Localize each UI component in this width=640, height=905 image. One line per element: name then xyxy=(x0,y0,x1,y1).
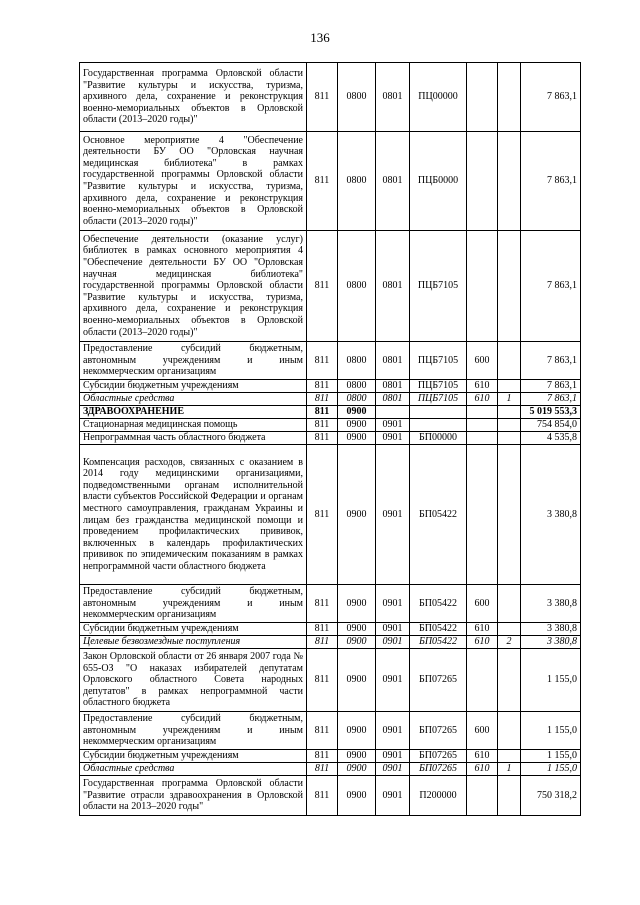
funding-source-cell xyxy=(498,406,521,419)
amount-cell: 750 318,2 xyxy=(521,776,581,816)
subsection-cell: 0901 xyxy=(376,432,410,445)
table-row xyxy=(80,380,581,393)
amount-cell: 7 863,1 xyxy=(521,231,581,342)
amount-cell: 1 155,0 xyxy=(521,712,581,750)
table-row xyxy=(80,763,581,776)
target-article-cell xyxy=(410,419,467,432)
row-name-cell: Областные средства xyxy=(80,393,307,406)
row-name-cell: Субсидии бюджетным учреждениям xyxy=(80,750,307,763)
section-cell: 0900 xyxy=(338,636,376,649)
admin-code-cell: 811 xyxy=(307,63,338,132)
amount-cell: 4 535,8 xyxy=(521,432,581,445)
expense-type-cell: 600 xyxy=(467,342,498,380)
target-article-cell: ПЦБ7105 xyxy=(410,393,467,406)
section-cell: 0800 xyxy=(338,393,376,406)
subsection-cell: 0901 xyxy=(376,763,410,776)
section-cell: 0900 xyxy=(338,649,376,712)
expense-type-cell: 610 xyxy=(467,750,498,763)
expense-type-cell xyxy=(467,432,498,445)
target-article-cell: ПЦ00000 xyxy=(410,63,467,132)
row-name-cell: Непрограммная часть областного бюджета xyxy=(80,432,307,445)
subsection-cell: 0901 xyxy=(376,585,410,623)
expense-type-cell: 610 xyxy=(467,763,498,776)
admin-code-cell: 811 xyxy=(307,585,338,623)
expense-type-cell: 610 xyxy=(467,636,498,649)
expense-type-cell: 610 xyxy=(467,380,498,393)
section-cell: 0900 xyxy=(338,585,376,623)
target-article-cell: БП07265 xyxy=(410,750,467,763)
table-row xyxy=(80,342,581,380)
admin-code-cell: 811 xyxy=(307,419,338,432)
admin-code-cell: 811 xyxy=(307,776,338,816)
expense-type-cell xyxy=(467,445,498,585)
row-name-cell: ЗДРАВООХРАНЕНИЕ xyxy=(80,406,307,419)
section-cell: 0900 xyxy=(338,750,376,763)
page-number: 136 xyxy=(310,30,330,45)
admin-code-cell: 811 xyxy=(307,636,338,649)
target-article-cell: БП07265 xyxy=(410,763,467,776)
row-name-cell: Предоставление субсидий бюджетным, автономным учреждениям и иным некоммерческим организациям xyxy=(80,342,307,380)
section-cell: 0800 xyxy=(338,231,376,342)
subsection-cell: 0801 xyxy=(376,380,410,393)
subsection-cell: 0901 xyxy=(376,623,410,636)
row-name-cell: Стационарная медицинская помощь xyxy=(80,419,307,432)
target-article-cell: ПЦБ7105 xyxy=(410,342,467,380)
subsection-cell xyxy=(376,406,410,419)
expense-type-cell xyxy=(467,231,498,342)
subsection-cell: 0801 xyxy=(376,63,410,132)
amount-cell: 3 380,8 xyxy=(521,623,581,636)
table-row xyxy=(80,636,581,649)
amount-cell: 3 380,8 xyxy=(521,585,581,623)
row-name-cell: Обеспечение деятельности (оказание услуг) библиотек в рамках основного мероприятия 4 "Обеспечение деятельности БУ ОО "Орловская научная медицинская библиотека" государственной программы Орловской области "Развитие культуры и искусства, туризма, архивного дела, сохранение и реконструкция военно-мемориальных объектов в Орловской области (2013–2020 годы)" xyxy=(80,231,307,342)
row-name-cell: Предоставление субсидий бюджетным, автономным учреждениям и иным некоммерческим организациям xyxy=(80,585,307,623)
funding-source-cell xyxy=(498,750,521,763)
target-article-cell: БП05422 xyxy=(410,585,467,623)
funding-source-cell xyxy=(498,419,521,432)
subsection-cell: 0901 xyxy=(376,419,410,432)
table-row xyxy=(80,623,581,636)
section-cell: 0900 xyxy=(338,712,376,750)
subsection-cell: 0901 xyxy=(376,649,410,712)
amount-cell: 7 863,1 xyxy=(521,132,581,231)
target-article-cell: БП05422 xyxy=(410,445,467,585)
table-row xyxy=(80,445,581,585)
target-article-cell: БП07265 xyxy=(410,649,467,712)
row-name-cell: Предоставление субсидий бюджетным, автономным учреждениям и иным некоммерческим организациям xyxy=(80,712,307,750)
target-article-cell xyxy=(410,406,467,419)
table-row xyxy=(80,406,581,419)
row-name-cell: Компенсация расходов, связанных с оказанием в 2014 году медицинскими организациями, подведомственными органам исполнительной власти субъектов Российской Федерации и органам местного самоуправления, гражданам Украины и лицам без гражданства медицинской помощи и проведением профилактических прививок, включенных в календарь профилактических прививок по эпидемическим показаниям в рамках непрограммной части областного бюджета xyxy=(80,445,307,585)
target-article-cell: БП05422 xyxy=(410,623,467,636)
amount-cell: 7 863,1 xyxy=(521,380,581,393)
expense-type-cell xyxy=(467,649,498,712)
target-article-cell: П200000 xyxy=(410,776,467,816)
expense-type-cell: 600 xyxy=(467,712,498,750)
subsection-cell: 0801 xyxy=(376,342,410,380)
amount-cell: 3 380,8 xyxy=(521,636,581,649)
subsection-cell: 0901 xyxy=(376,750,410,763)
amount-cell: 1 155,0 xyxy=(521,763,581,776)
subsection-cell: 0801 xyxy=(376,231,410,342)
row-name-cell: Субсидии бюджетным учреждениям xyxy=(80,623,307,636)
funding-source-cell xyxy=(498,380,521,393)
expense-type-cell: 610 xyxy=(467,623,498,636)
row-name-cell: Основное мероприятие 4 "Обеспечение деятельности БУ ОО "Орловская научная медицинская библиотека" в рамках государственной программы Орловской области "Развитие культуры и искусства, туризма, архивного дела, сохранение и реконструкция военно-мемориальных объектов в Орловской области (2013–2020 годы)" xyxy=(80,132,307,231)
admin-code-cell: 811 xyxy=(307,750,338,763)
subsection-cell: 0801 xyxy=(376,393,410,406)
amount-cell: 7 863,1 xyxy=(521,342,581,380)
target-article-cell: ПЦБ7105 xyxy=(410,380,467,393)
section-cell: 0800 xyxy=(338,63,376,132)
admin-code-cell: 811 xyxy=(307,763,338,776)
admin-code-cell: 811 xyxy=(307,445,338,585)
funding-source-cell xyxy=(498,342,521,380)
admin-code-cell: 811 xyxy=(307,406,338,419)
target-article-cell: ПЦБ0000 xyxy=(410,132,467,231)
row-name-cell: Областные средства xyxy=(80,763,307,776)
funding-source-cell xyxy=(498,649,521,712)
target-article-cell: ПЦБ7105 xyxy=(410,231,467,342)
section-cell: 0800 xyxy=(338,380,376,393)
funding-source-cell xyxy=(498,712,521,750)
admin-code-cell: 811 xyxy=(307,231,338,342)
subsection-cell: 0901 xyxy=(376,636,410,649)
target-article-cell: БП07265 xyxy=(410,712,467,750)
funding-source-cell xyxy=(498,231,521,342)
funding-source-cell: 1 xyxy=(498,393,521,406)
table-row xyxy=(80,132,581,231)
amount-cell: 3 380,8 xyxy=(521,445,581,585)
funding-source-cell xyxy=(498,132,521,231)
table-row xyxy=(80,231,581,342)
funding-source-cell xyxy=(498,432,521,445)
table-row xyxy=(80,393,581,406)
funding-source-cell xyxy=(498,445,521,585)
row-name-cell: Целевые безвозмездные поступления xyxy=(80,636,307,649)
section-cell: 0800 xyxy=(338,342,376,380)
amount-cell: 1 155,0 xyxy=(521,750,581,763)
funding-source-cell: 2 xyxy=(498,636,521,649)
admin-code-cell: 811 xyxy=(307,623,338,636)
amount-cell: 1 155,0 xyxy=(521,649,581,712)
admin-code-cell: 811 xyxy=(307,380,338,393)
table-row xyxy=(80,585,581,623)
funding-source-cell xyxy=(498,585,521,623)
subsection-cell: 0901 xyxy=(376,712,410,750)
expense-type-cell xyxy=(467,419,498,432)
table-row xyxy=(80,432,581,445)
funding-source-cell xyxy=(498,63,521,132)
table-row xyxy=(80,419,581,432)
table-row xyxy=(80,63,581,132)
funding-source-cell xyxy=(498,776,521,816)
table-row xyxy=(80,712,581,750)
row-name-cell: Субсидии бюджетным учреждениям xyxy=(80,380,307,393)
table-row xyxy=(80,750,581,763)
table-row xyxy=(80,649,581,712)
target-article-cell: БП05422 xyxy=(410,636,467,649)
subsection-cell: 0801 xyxy=(376,132,410,231)
amount-cell: 7 863,1 xyxy=(521,63,581,132)
budget-table xyxy=(79,62,581,816)
amount-cell: 754 854,0 xyxy=(521,419,581,432)
row-name-cell: Государственная программа Орловской области "Развитие отрасли здравоохранения в Орловской области на 2013–2020 годы" xyxy=(80,776,307,816)
section-cell: 0900 xyxy=(338,445,376,585)
amount-cell: 5 019 553,3 xyxy=(521,406,581,419)
section-cell: 0800 xyxy=(338,132,376,231)
section-cell: 0900 xyxy=(338,623,376,636)
row-name-cell: Закон Орловской области от 26 января 2007 года № 655-ОЗ "О наказах избирателей депутатам Орловского областного Совета народных депутатов" в рамках непрограммной части областного бюджета xyxy=(80,649,307,712)
target-article-cell: БП00000 xyxy=(410,432,467,445)
section-cell: 0900 xyxy=(338,776,376,816)
expense-type-cell: 610 xyxy=(467,393,498,406)
expense-type-cell xyxy=(467,776,498,816)
admin-code-cell: 811 xyxy=(307,132,338,231)
section-cell: 0900 xyxy=(338,406,376,419)
expense-type-cell xyxy=(467,406,498,419)
amount-cell: 7 863,1 xyxy=(521,393,581,406)
admin-code-cell: 811 xyxy=(307,712,338,750)
admin-code-cell: 811 xyxy=(307,432,338,445)
section-cell: 0900 xyxy=(338,419,376,432)
subsection-cell: 0901 xyxy=(376,776,410,816)
row-name-cell: Государственная программа Орловской области "Развитие культуры и искусства, туризма, архивного дела, сохранение и реконструкция военно-мемориальных объектов в Орловской области (2013–2020 годы)" xyxy=(80,63,307,132)
section-cell: 0900 xyxy=(338,763,376,776)
section-cell: 0900 xyxy=(338,432,376,445)
expense-type-cell xyxy=(467,132,498,231)
expense-type-cell: 600 xyxy=(467,585,498,623)
admin-code-cell: 811 xyxy=(307,342,338,380)
expense-type-cell xyxy=(467,63,498,132)
funding-source-cell: 1 xyxy=(498,763,521,776)
admin-code-cell: 811 xyxy=(307,649,338,712)
subsection-cell: 0901 xyxy=(376,445,410,585)
funding-source-cell xyxy=(498,623,521,636)
table-row xyxy=(80,776,581,816)
admin-code-cell: 811 xyxy=(307,393,338,406)
